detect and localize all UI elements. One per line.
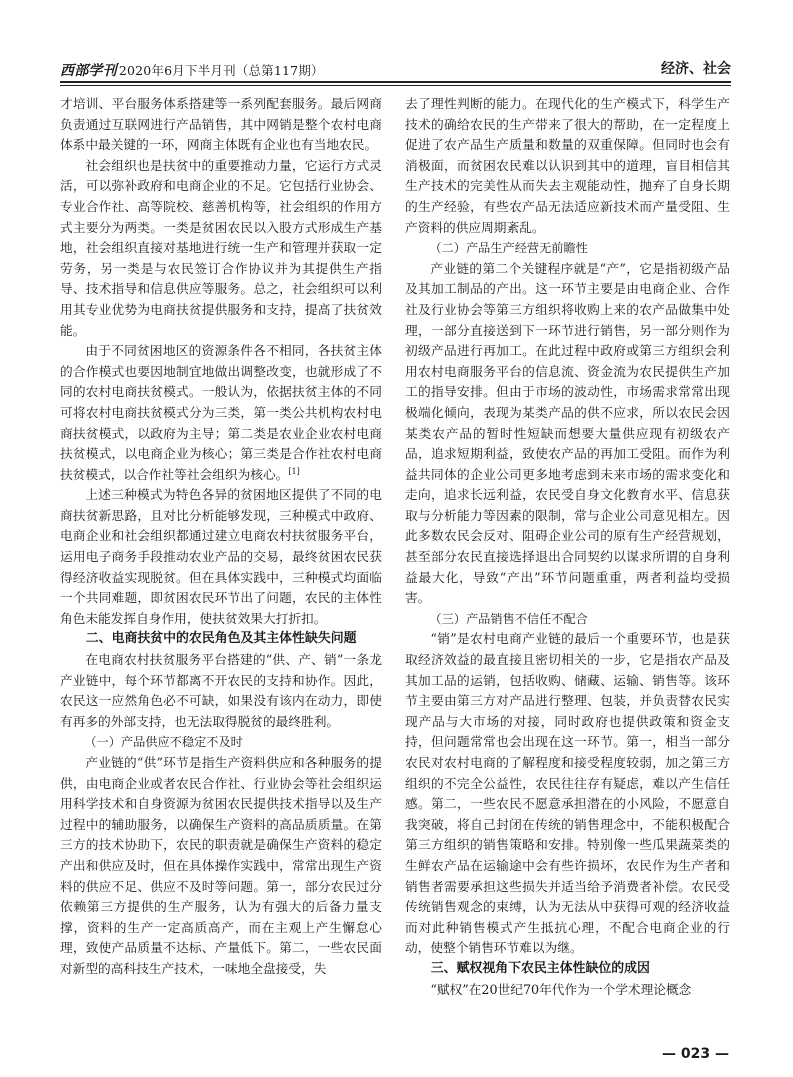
subsection-heading: （一）产品供应不稳定不及时: [84, 735, 243, 750]
paragraph: 产业链的第二个关键程序就是“产”，它是指初级产品及其加工制品的产出。这一环节主要是由电商企业、合作社及行业协会等第三方组织将收购上来的农产品做集中处理，一部分直接送到下一环节进行销售，另一部分则作为初级产品进行再加工。在此过程中政府或第三方组织会利用农村电商服务平台的信息流、资金流为农民提供生产加工的指导安排。但由于市场的波动性，市场需求常常出现极端化倾向，表现为某类产品的供不应求，所以农民会因某类农产品的暂时性短缺而想要大量供应现有初级农产品，追求短期利益，致使农产品的再加工受阻。而作为利益共同体的企业公司更多地考虑到未来市场的需求变化和走向，追求长远利益，农民受自身文化教育水平、信息获取与分析能力等因素的限制，常与企业公司意见相左。因此多数农民会反对、阻碍企业公司的原有生产经营规划，甚至部分农民直接选择退出合同契约以谋求所谓的自身利益最大化，导致“产出”环节问题重重，两者利益均受损害。: [405, 260, 730, 606]
left-column: [60, 94, 382, 1042]
page-number: — 023 —: [662, 1046, 729, 1062]
section-heading: 二、电商扶贫中的农民角色及其主体性缺失问题: [85, 631, 357, 647]
paragraph: 上述三种模式为特色各异的贫困地区提供了不同的电商扶贫新思路，且对比分析能够发现，三种模式中政府、电商企业和社会组织都通过建立电商农村扶贫服务平台，运用电子商务手段推动农业产品的交易，最终贫困农民获得经济收益实现脱贫。但在具体实践中，三种模式均面临一个共同难题，即贫困农民环节出了问题，农民的主体性角色未能发挥自身作用，使扶贫效果大打折扣。: [60, 487, 382, 626]
subsection-heading: （三）产品销售不信任不配合: [429, 611, 588, 626]
issue-info: 2020年6月下半月刊（总第117期）: [118, 63, 324, 78]
paragraph-with-ref: [60, 341, 382, 485]
page-header: [60, 54, 731, 80]
paragraph-text: 由于不同贫困地区的资源条件各不相同，各扶贫主体的合作模式也要因地制宜地做出调整改变，也就形成了不同的农村电商扶贫模式。一般认为，依据扶贫主体的不同可将农村电商扶贫模式分为三类，第一类公共机构农村电商扶贫模式，以政府为主导；第二类是农业企业农村电商扶贫模式，以电商企业为核心；第三类是合作社农村电商扶贫模式，以合作社等社会组织为核心。: [60, 343, 382, 482]
journal-name: 西部学刊: [60, 63, 117, 79]
section-name: 经济、社会: [661, 61, 731, 77]
reference-mark: [1]: [288, 466, 300, 476]
paragraph: 产业链的“供”环节是指生产资料供应和各种服务的提供，由电商企业或者农民合作社、行业协会等社会组织运用科学技术和自身资源为贫困农民提供技术指导以及生产过程中的辅助服务，以确保生产资料的高品质质量。在第三方的技术协助下，农民的职责就是确保生产资料的稳定产出和供应及时，但在具体操作实践中，常常出现生产资料的供应不足、供应不及时等问题。第一，部分农民过分依赖第三方提供的生产服务，认为有强大的后备力量支撑，资料的生产一定高质高产，而在主观上产生懈怠心理，致使产品质量不达标、产量低下。第二，一些农民面对新型的高科技生产技术，一味地全盘接受，失: [60, 755, 382, 976]
paragraph: “赋权”在20世纪70年代作为一个学术理论概念: [430, 981, 692, 997]
paragraph: 社会组织也是扶贫中的重要推动力量，它运行方式灵活，可以弥补政府和电商企业的不足。它包括行业协会、专业合作社、高等院校、慈善机构等，社会组织的作用方式主要分为两类。一类是贫困农民以入股方式形成生产基地，社会组织直接对基地进行统一生产和管理并获取一定劳务，另一类是与农民签订合作协议并为其提供生产指导、技术指导和信息供应等服务。总之，社会组织可以利用其专业优势为电商扶贫提供服务和支持，提高了扶贫效能。: [60, 157, 382, 338]
subsection-heading: （二）产品生产经营无前瞻性: [429, 241, 588, 256]
paragraph: 在电商农村扶贫服务平台搭建的“供、产、销”一条龙产业链中，每个环节都离不开农民的支持和协作。因此，农民这一应然角色必不可缺，如果没有该内在动力，即使有再多的外部支持，也无法取得脱贫的最终胜利。: [60, 652, 382, 729]
paragraph: 去了理性判断的能力。在现代化的生产模式下，科学生产技术的确给农民的生产带来了很大的帮助，在一定程度上促进了农产品生产质量和数量的双重保障。但同时也会有消极面，而贫困农民难以认识到其中的道理，盲目相信其生产技术的完美性从而失去主观能动性，抛弃了自身长期的生产经验，有些农产品无法适应新技术而产量受阻、生产资料的供应周期紊乱。: [405, 96, 730, 235]
paragraph: 才培训、平台服务体系搭建等一系列配套服务。最后网商负责通过互联网进行产品销售，其中网销是整个农村电商体系中最关键的一环，网商主体既有企业也有当地农民。: [60, 96, 382, 153]
section-heading: 三、赋权视角下农民主体性缺位的成因: [430, 960, 650, 976]
header-left: [60, 60, 324, 80]
header-rule-thick: [60, 81, 731, 83]
header-rule-thin: [60, 85, 731, 86]
paragraph: “销”是农村电商产业链的最后一个重要环节，也是获取经济效益的最直接且密切相关的一步，它是指农产品及其加工品的运销，包括收购、储藏、运输、销售等。该环节主要由第三方对产品进行整理、包装，并负责替农民实现产品与大市场的对接，同时政府也提供政策和资金支持，但问题常常也会出现在这一环节。第一，相当一部分农民对农村电商的了解程度和接受程度较弱，加之第三方组织的不完全公益性，农民往往存有疑虑，难以产生信任感。第二，一些农民不愿意承担潜在的小风险，不愿意自我突破，将自己封闭在传统的销售理念中，不能积极配合第三方组织的销售策略和安排。特别像一些瓜果蔬菜类的生鲜农产品在运输途中会有些许损坏，农民作为生产者和销售者需要承担这些损失并适当给予消费者补偿。农民受传统销售观念的束缚，认为无法从中获得可观的经济收益而对此种销售模式产生抵抗心理，不配合电商企业的行动，使整个销售环节难以为继。: [405, 631, 730, 956]
right-column: [405, 94, 730, 1042]
